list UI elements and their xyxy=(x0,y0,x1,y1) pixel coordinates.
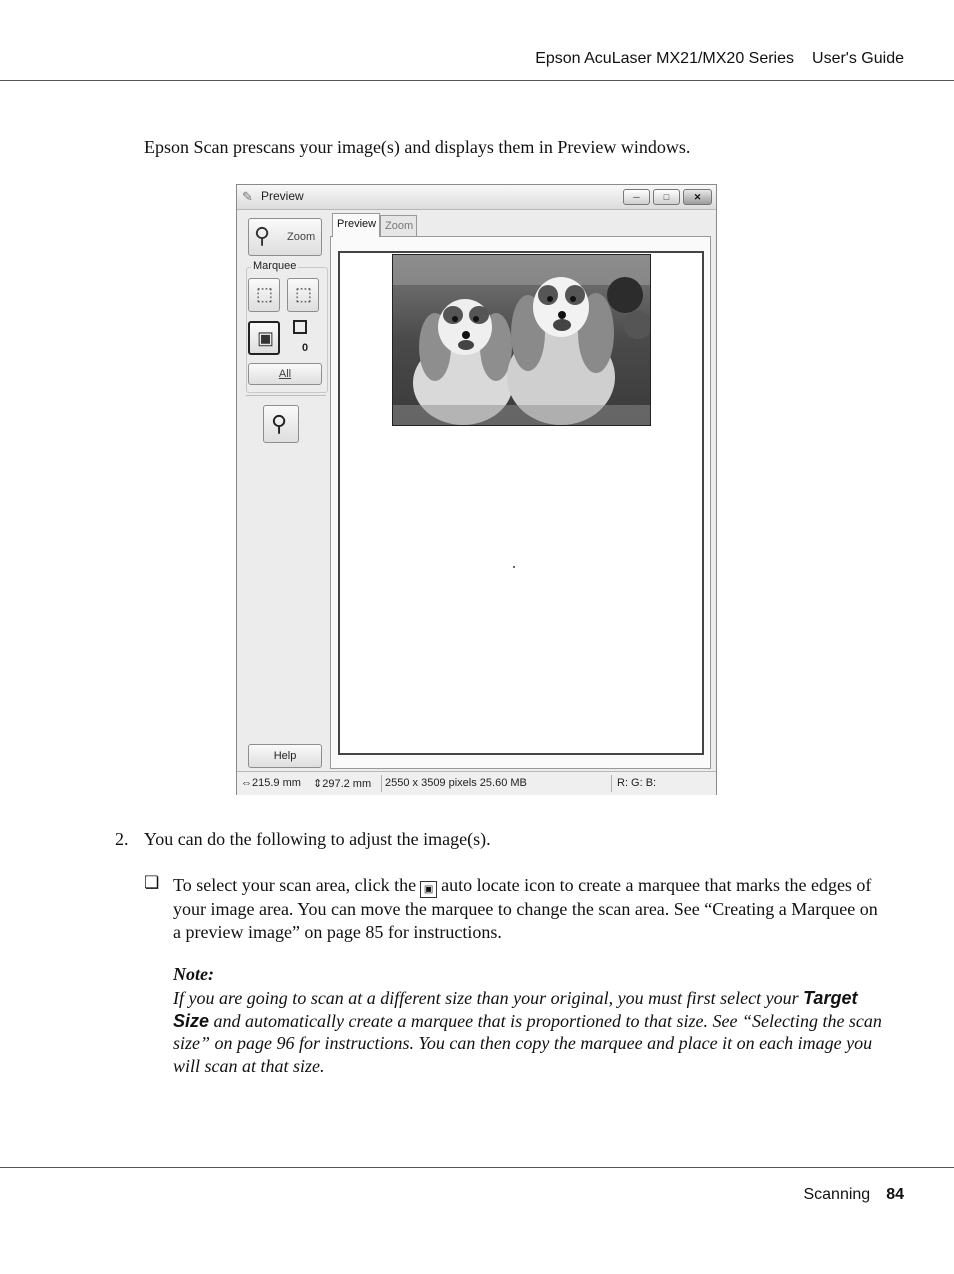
header-product: Epson AcuLaser MX21/MX20 Series xyxy=(535,50,795,67)
create-marquee-icon: ⬚ xyxy=(256,284,274,304)
bullet-text-part1: To select your scan area, click the xyxy=(173,875,417,895)
tab-preview[interactable]: Preview xyxy=(332,213,380,237)
width-value: 215.9 mm xyxy=(252,777,301,789)
help-button[interactable]: Help xyxy=(248,744,322,768)
window-title: Preview xyxy=(261,189,304,203)
magnify-button[interactable] xyxy=(263,405,299,443)
preview-window xyxy=(236,184,717,795)
note-heading: Note: xyxy=(173,964,214,984)
zoom-magnifier-icon: ⚲ xyxy=(254,223,271,248)
bullet-checkbox-icon: ❏ xyxy=(144,873,160,893)
footer-rule xyxy=(0,1167,954,1168)
maximize-button[interactable]: □ xyxy=(653,189,680,205)
speck xyxy=(513,566,515,568)
minimize-button[interactable]: ─ xyxy=(623,189,650,205)
pixels-readout: 2550 x 3509 pixels 25.60 MB xyxy=(385,777,527,789)
marquee-count: 0 xyxy=(302,342,309,354)
preview-page[interactable] xyxy=(338,251,704,755)
marquee-label: Marquee xyxy=(253,260,297,272)
step-number: 2. xyxy=(115,829,129,849)
note-text xyxy=(173,987,883,1077)
rgb-readout: R: G: B: xyxy=(617,777,657,789)
bullet-text-part2: auto locate icon to create a marquee that marks the edges of your image area. You can move the marquee to change the scan area. See “Creating a Marquee on a preview image” on page 85 for instructions. xyxy=(173,875,878,942)
status-separator xyxy=(381,775,382,792)
bullet-text xyxy=(173,874,883,943)
tab-zoom[interactable]: Zoom xyxy=(380,215,417,237)
page-number: 84 xyxy=(886,1186,904,1203)
intro-text: Epson Scan prescans your image(s) and displays them in Preview windows. xyxy=(144,137,691,157)
side-divider xyxy=(246,395,326,396)
note-part1: If you are going to scan at a different size than your original, you must first select your xyxy=(173,988,799,1008)
preview-pane xyxy=(330,236,711,769)
delete-marquee-button[interactable] xyxy=(287,278,319,312)
auto-locate-icon: ▣ xyxy=(257,328,275,348)
page-header xyxy=(535,50,904,68)
auto-locate-button[interactable] xyxy=(248,321,280,355)
auto-locate-inline-icon: ▣ xyxy=(420,881,437,898)
note-part2: and automatically create a marquee that is proportioned to that size. See “Selecting the scan size” on page 96 for instructions. You can then copy the marquee and place it on each image you will scan at that size. xyxy=(173,1010,882,1076)
select-all-button[interactable]: All xyxy=(248,363,322,385)
dogs-photo[interactable] xyxy=(392,254,651,426)
page-footer xyxy=(803,1186,904,1204)
status-bar xyxy=(237,771,716,795)
marquee-count-icon xyxy=(293,320,307,334)
header-guide: User's Guide xyxy=(812,50,904,67)
step-text: You can do the following to adjust the image(s). xyxy=(144,829,491,849)
dogs-photo-image xyxy=(393,255,650,425)
magnifier-icon: ⚲ xyxy=(271,411,288,436)
app-icon: ✎ xyxy=(242,189,253,204)
height-readout: ⇕297.2 mm xyxy=(313,778,372,790)
note-bold: Target Size xyxy=(173,988,858,1031)
zoom-button-label: Zoom xyxy=(287,231,316,243)
status-separator xyxy=(611,775,612,792)
height-value: 297.2 mm xyxy=(322,778,372,790)
window-titlebar[interactable] xyxy=(237,185,716,210)
zoom-button[interactable] xyxy=(248,218,322,256)
close-button[interactable]: ✕ xyxy=(683,189,712,205)
delete-marquee-icon: ⬚ xyxy=(295,284,313,304)
header-rule xyxy=(0,80,954,81)
width-readout: ⇔215.9 mm xyxy=(241,777,301,789)
footer-section: Scanning xyxy=(803,1186,871,1203)
create-marquee-button[interactable] xyxy=(248,278,280,312)
